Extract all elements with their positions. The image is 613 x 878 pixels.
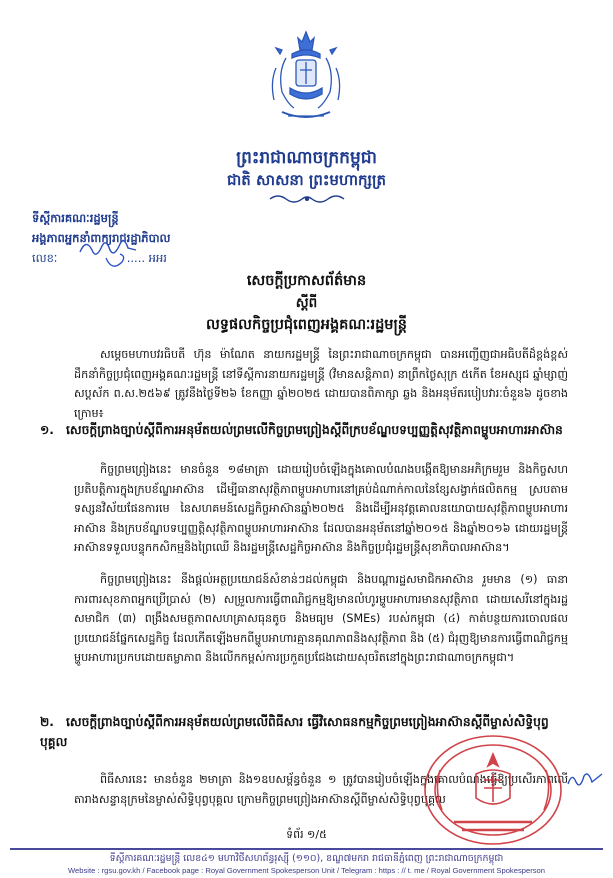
section-1-title: សេចក្តីព្រាងច្បាប់ស្តីពីការអនុម័តយល់ព្រមលើកិច្ចព្រមព្រៀងស្តីពីក្របខ័ណ្ឌបទប្បញ្ញត្តិសុវត្ថិភាពម្ហូបអាហារអាស៊ាន xyxy=(66,423,563,437)
document-subject: លទ្ធផលកិច្ចប្រជុំពេញអង្គគណៈរដ្ឋមន្ត្រី xyxy=(205,317,408,333)
kingdom-name: ព្រះរាជាណាចក្រកម្ពុជា xyxy=(236,148,377,168)
section-2-number: ២. xyxy=(40,715,54,729)
footer-address: ទីស្តីការគណៈរដ្ឋមន្ត្រី លេខ៤១ មហាវិថីសហព័ន្ធរុស្ស៊ី (១១០), ខណ្ឌ៧មករា រាជធានីភ្នំពេញ ព្រះរាជាណាចក្រកម្ពុជា xyxy=(109,853,504,864)
ornament-divider-icon xyxy=(266,193,348,205)
document-title: សេចក្តីប្រកាសព័ត៌មាន xyxy=(246,273,367,289)
royal-coat-of-arms-emblem xyxy=(256,28,356,128)
footer-links: Website : rgsu.gov.kh / Facebook page : Royal Government Spokesperson Unit / Telegram : https : // t. me / Royal Government Spokesperson xyxy=(68,866,545,875)
title-subject-label: ស្តីពី xyxy=(295,295,318,311)
intro-paragraph: សម្តេចមហាបវរធិបតី ហ៊ុន ម៉ាណែត នាយករដ្ឋមន្ត្រី នៃព្រះរាជាណាចក្រកម្ពុជា បានអញ្ជើញជាអធិបតីដ៏ខ្ពង់ខ្ពស់ ដឹកនាំកិច្ចប្រជុំពេញអង្គគណៈរដ្ឋមន្ត្រី នៅទីស្តីការនាយករដ្ឋមន្ត្រី (វិមានសន្តិភាព) នាព្រឹកថ្ងៃសុក្រ ៥កើត ខែអស្សុជ ឆ្នាំម្សាញ់ សប្តស័ក ព.ស.២៥៦៩ ត្រូវនឹងថ្ងៃទី២៦ ខែកញ្ញា ឆ្នាំ២០២៥ ដោយបានពិភាក្សា ឆ្លង និងអនុម័តរបៀបវារៈចំនួន៦ ដូចខាងក្រោម៖ xyxy=(74,348,568,420)
stamp-signature xyxy=(566,768,606,790)
national-motto: ជាតិ សាសនា ព្រះមហាក្សត្រ xyxy=(227,171,386,189)
section-1-heading xyxy=(40,420,572,440)
page-number: ទំព័រ ១/៥ xyxy=(286,828,327,841)
unit-name: អង្គភាពអ្នកនាំពាក្យរាជរដ្ឋាភិបាល xyxy=(32,231,171,245)
office-name: ទីស្តីការគណៈរដ្ឋមន្ត្រី xyxy=(32,211,119,225)
reference-label: លេខៈ xyxy=(32,251,58,265)
section-1-paragraph-2: កិច្ចព្រមព្រៀងនេះ នឹងផ្តល់អត្ថប្រយោជន៍សំខាន់ៗដល់កម្ពុជា និងបណ្តារដ្ឋសមាជិកអាស៊ាន រួមមាន (១) ធានាការពារសុខភាពអ្នកប្រើប្រាស់ (២) សម្រួលការធ្វើពាណិជ្ជកម្មឱ្យមានលំហូរម្ហូបអាហារមានសុវត្ថិភាព ដោយសេរីនៅក្នុងរដ្ឋសមាជិក (៣) ពង្រឹងសមត្ថភាពសហគ្រាសធុនតូច និងមធ្យម (SMEs) របស់កម្ពុជា (៤) កាត់បន្ថយការចោលផលប្រយោជន៍ផ្នែកសេដ្ឋកិច្ច ដែលកើតឡើងមកពីម្ហូបអាហារគ្មានគុណភាពនិងសុវត្ថិភាព និង (៥) ជំរុញឱ្យមានការធ្វើពាណិជ្ជកម្មម្ហូបអាហារប្រកបដោយតម្លាភាព និងលើកកម្ពស់ការប្រកួតប្រជែងដោយសុចរិតនៅក្នុងព្រះរាជាណាចក្រកម្ពុជា។ xyxy=(74,573,568,665)
section-2-title: សេចក្តីព្រាងច្បាប់ស្តីពីការអនុម័តយល់ព្រមលើពិធីសារ ធ្វើវិសោធនកម្មកិច្ចព្រមព្រៀងអាស៊ានស្តីពីម្ចាស់សិទ្ធិបុព្វបុគ្គល xyxy=(40,715,549,749)
handwritten-signature xyxy=(76,232,148,276)
reference-suffix: ..... អអរ xyxy=(126,251,167,265)
section-2-paragraph-1: ពិធីសារនេះ មានចំនួន ២មាត្រា និង១ឧបសម្ព័ន្ធចំនួន ១ ត្រូវបានរៀបចំឡើងក្នុងគោលបំណងធ្វើឱ្យប្រសើរភាពលើតារាងសន្ទានុក្រមនៃម្ចាស់សិទ្ធិបុព្វបុគ្គល ក្រោមកិច្ចព្រមព្រៀងអាស៊ានស្តីពីម្ចាស់សិទ្ធិបុព្វបុគ្គល xyxy=(74,773,568,806)
section-1-number: ១. xyxy=(40,423,54,437)
section-1-paragraph-1: កិច្ចព្រមព្រៀងនេះ មានចំនួន ១៨មាត្រា ដោយរៀបចំឡើងក្នុងគោលបំណងបង្កើតឱ្យមានអភិក្រមរួម និងកិច្ចសហប្រតិបត្តិការក្នុងក្របខ័ណ្ឌអាស៊ាន ដើម្បីធានាសុវត្ថិភាពម្ហូបអាហារនៅគ្រប់ដំណាក់កាលនៃខ្សែសង្វាក់ផលិតកម្ម ស្របតាមទស្សនវិស័យផែនការមេ នៃសហគមន៍សេដ្ឋកិច្ចអាស៊ានឆ្នាំ២០២៥ និងដើម្បីអនុវត្តគោលនយោបាយសុវត្ថិភាពម្ហូបអាហារអាស៊ាន និងក្របខ័ណ្ឌបទប្បញ្ញត្តិសុវត្ថិភាពម្ហូបអាហារអាស៊ាន ដែលបានអនុម័តនៅឆ្នាំ២០១៥ និងឆ្នាំ២០១៦ ដោយរដ្ឋមន្ត្រីអាស៊ានទទួលបន្ទុកកសិកម្មនិងព្រៃឈើ និងរដ្ឋមន្ត្រីសេដ្ឋកិច្ចអាស៊ាន និងកិច្ចប្រជុំរដ្ឋមន្ត្រីសុខាភិបាលអាស៊ាន។ xyxy=(74,463,568,555)
footer-divider xyxy=(10,848,603,850)
